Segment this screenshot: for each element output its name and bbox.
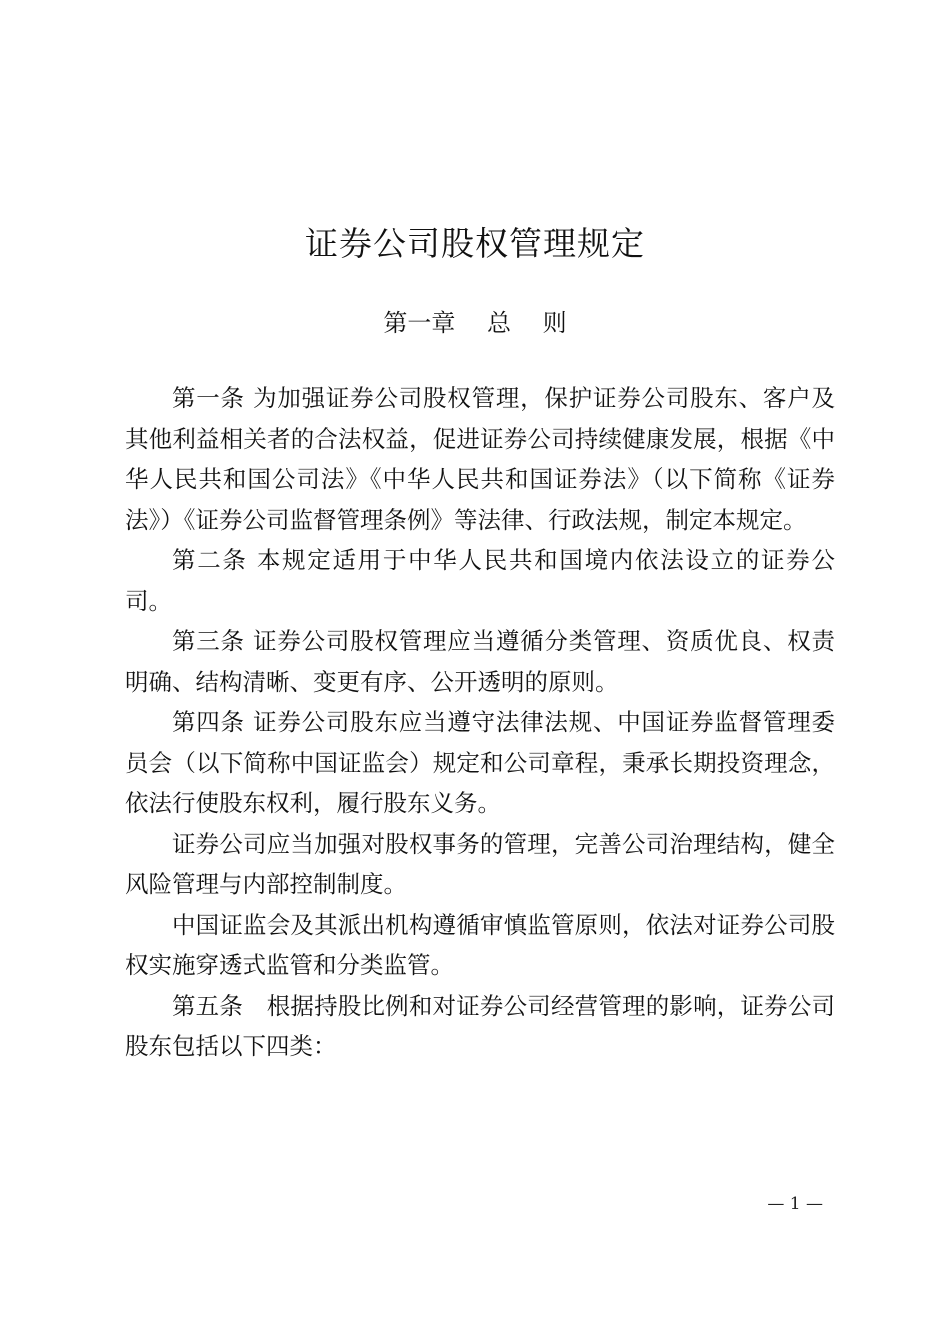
article-3-paragraph: 第三条 证券公司股权管理应当遵循分类管理、资质优良、权责明确、结构清晰、变更有序、公开透明的原则。 (125, 627, 835, 696)
article-4-paragraph-2: 证券公司应当加强对股权事务的管理，完善公司治理结构，健全风险管理与内部控制制度。 (125, 829, 835, 898)
document-title: 证券公司股权管理规定 (305, 224, 645, 263)
article-1-paragraph: 第一条 为加强证券公司股权管理，保护证券公司股东、客户及其他利益相关者的合法权益，促进证券公司持续健康发展，根据《中华人民共和国公司法》《中华人民共和国证券法》（以下简称《证券法》）《证券公司监督管理条例》等法律、行政法规，制定本规定。 (125, 384, 835, 534)
chapter-heading: 第一章 总 则 (383, 309, 567, 337)
page-number: — 1 — (767, 1194, 823, 1214)
article-4-paragraph-3: 中国证监会及其派出机构遵循审慎监管原则，依法对证券公司股权实施穿透式监管和分类监管。 (125, 910, 835, 979)
document-body (125, 378, 835, 1067)
article-5-paragraph: 第五条 根据持股比例和对证券公司经营管理的影响，证券公司股东包括以下四类： (125, 991, 835, 1060)
article-2-paragraph: 第二条 本规定适用于中华人民共和国境内依法设立的证券公司。 (125, 546, 835, 615)
article-4-paragraph: 第四条 证券公司股东应当遵守法律法规、中国证券监督管理委员会（以下简称中国证监会）规定和公司章程，秉承长期投资理念，依法行使股东权利，履行股东义务。 (125, 708, 835, 817)
